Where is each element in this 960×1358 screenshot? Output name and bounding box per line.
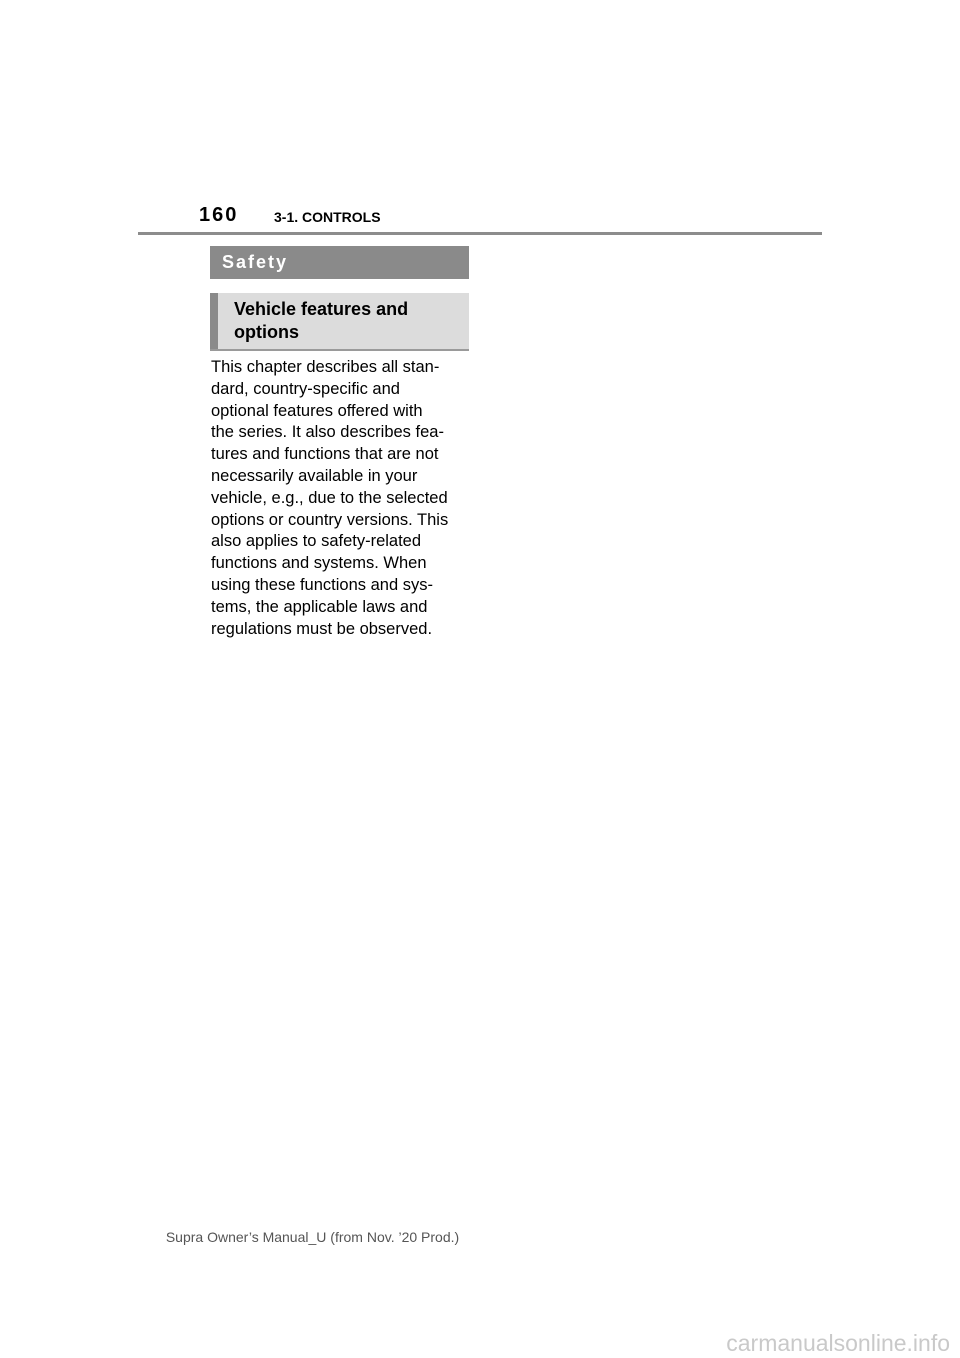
body-line: options or country versions. This	[211, 510, 449, 529]
subsection-title	[234, 298, 459, 344]
section-title: 3-1. CONTROLS	[274, 209, 381, 225]
body-line: the series. It also describes fea-	[211, 423, 444, 442]
body-line: also applies to safety-related	[211, 532, 422, 551]
header-divider	[138, 232, 822, 235]
body-line: dard, country-specific and	[211, 379, 400, 398]
page-number: 160	[199, 204, 239, 226]
body-line: vehicle, e.g., due to the selected	[211, 488, 448, 507]
page-footer: Supra Owner’s Manual_U (from Nov. ’20 Prod.)	[165, 1229, 460, 1245]
body-line: This chapter describes all stan-	[211, 358, 440, 376]
body-line: necessarily available in your	[211, 466, 418, 485]
body-line: optional features offered with	[211, 401, 423, 420]
chapter-heading-bar	[210, 246, 469, 279]
chapter-title: Safety	[222, 252, 289, 272]
subsection-heading-box	[210, 293, 469, 351]
subsection-title-line: Vehicle features and	[234, 299, 409, 319]
body-line: using these functions and sys-	[211, 575, 433, 594]
body-line: functions and systems. When	[211, 554, 427, 573]
body-paragraph	[211, 357, 473, 640]
subsection-accent-bar	[210, 293, 218, 349]
body-line: tures and functions that are not	[211, 445, 439, 464]
body-line: regulations must be observed.	[211, 619, 433, 638]
subsection-title-line: options	[234, 322, 299, 342]
body-line: tems, the applicable laws and	[211, 597, 428, 616]
watermark: carmanualsonline.info	[726, 1330, 950, 1356]
